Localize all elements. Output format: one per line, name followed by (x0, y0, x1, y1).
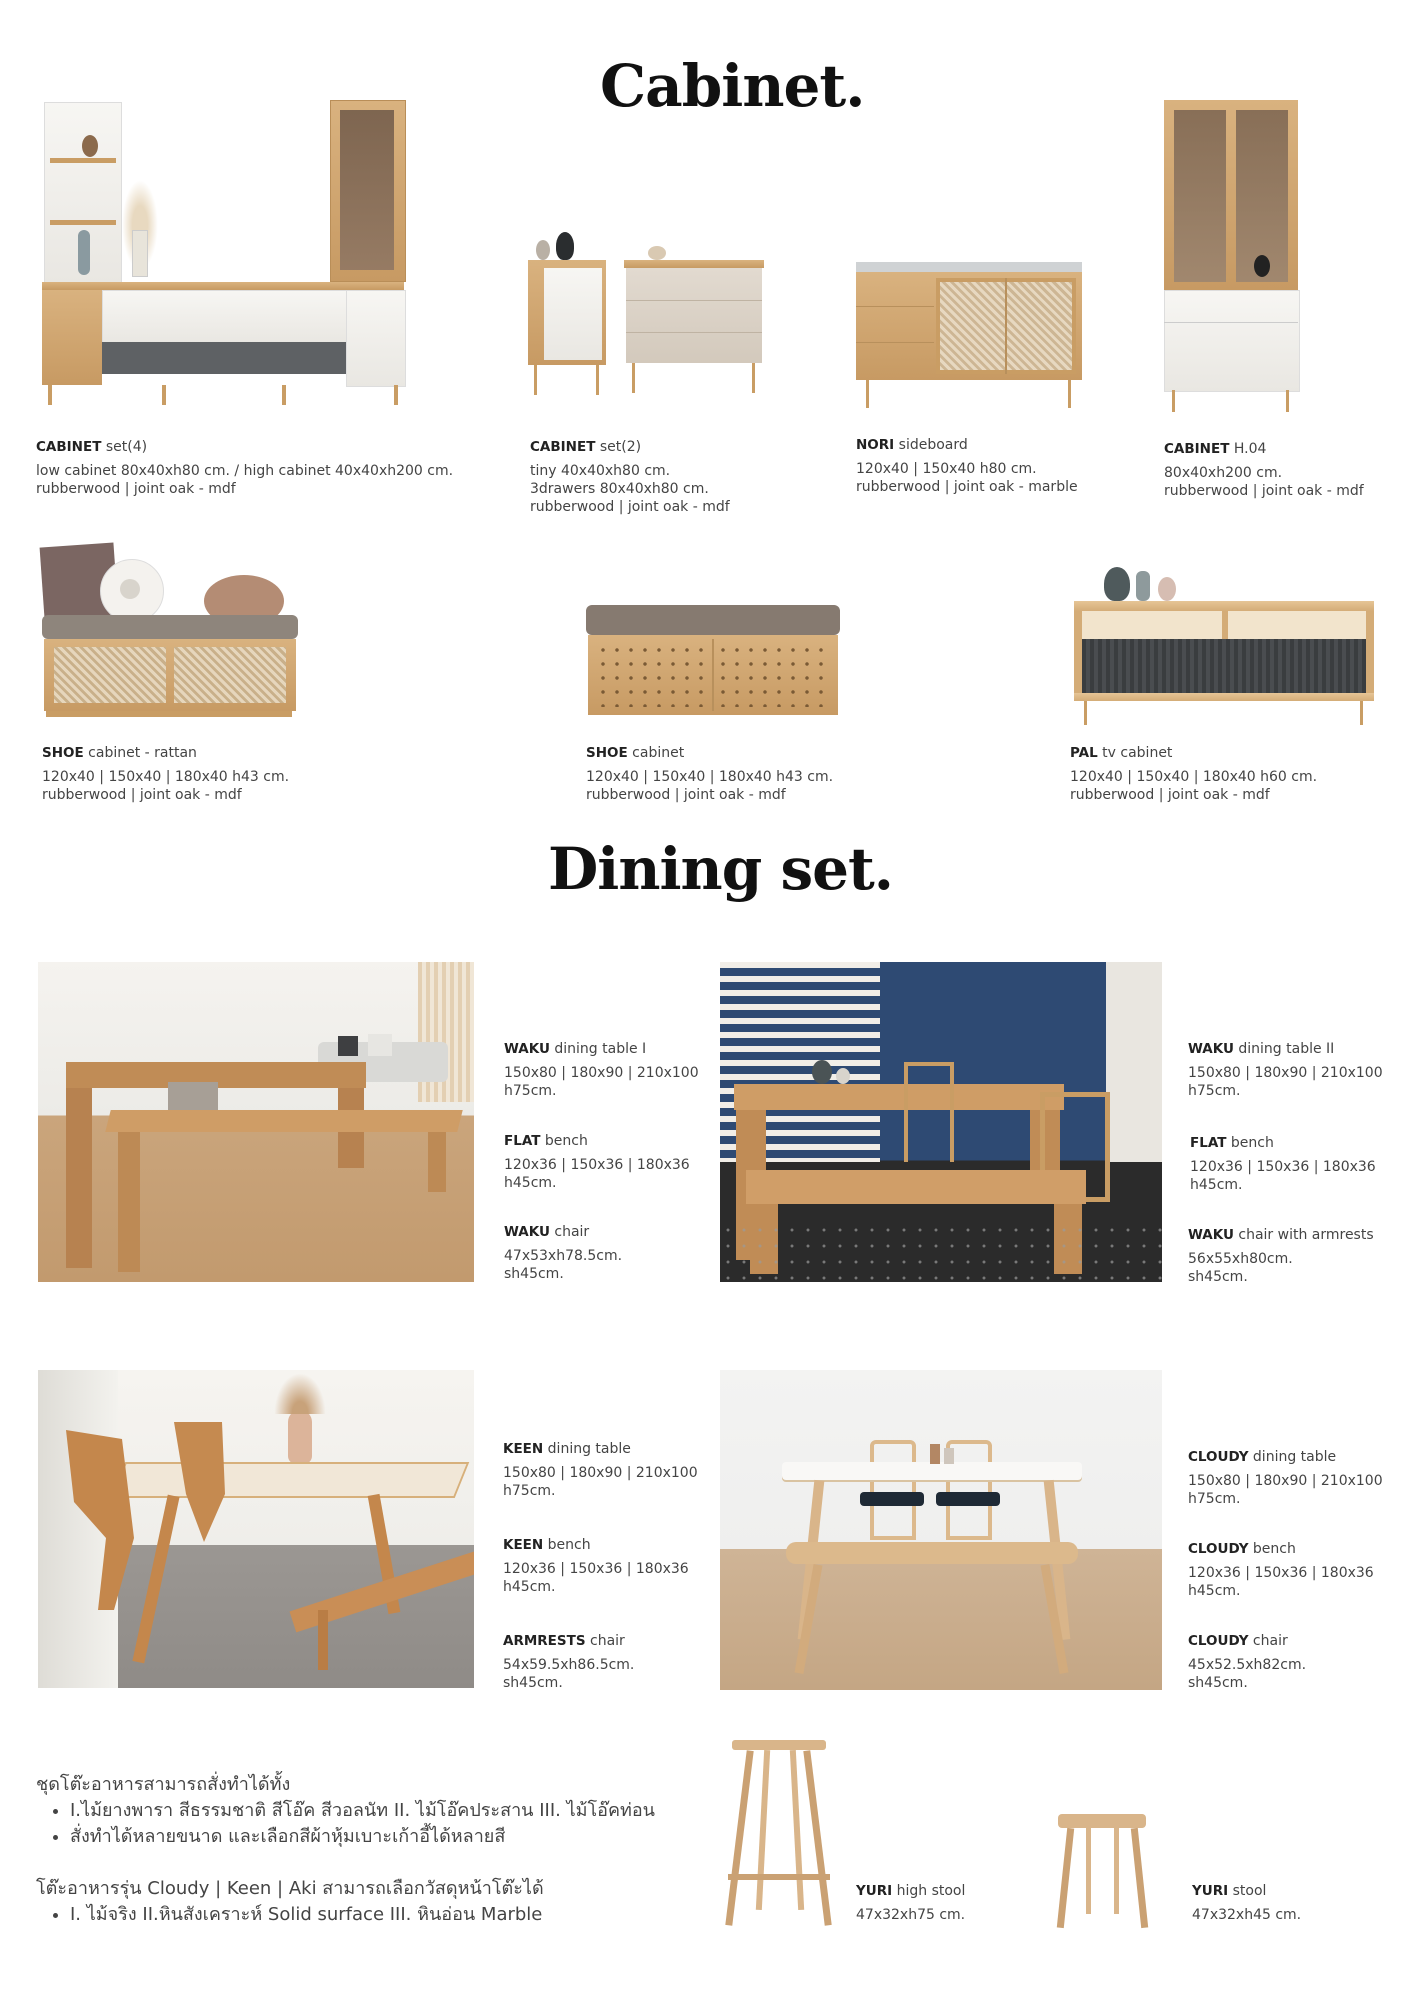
spec-flat-bench-2: FLAT bench 120x36 | 150x36 | 180x36 h45cm. (1190, 1135, 1376, 1193)
notes-para-2: โต๊ะอาหารรุ่น Cloudy | Keen | Aki สามารถเลือกวัสดุหน้าโต๊ะได้ (36, 1878, 544, 1899)
spec-keen-dining-table: KEEN dining table 150x80 | 180x90 | 210x100 h75cm. (503, 1441, 698, 1499)
shoe-cabinet-image (586, 605, 840, 725)
cabinet-set2-image (528, 230, 768, 400)
spec-flat-bench-1: FLAT bench 120x36 | 150x36 | 180x36 h45cm. (504, 1133, 690, 1191)
keen-dining-photo (38, 1370, 474, 1688)
notes-list-1 (36, 1798, 655, 1850)
cabinet-set4-image (42, 100, 412, 405)
spec-pal-tv-cabinet: PAL tv cabinet 120x40 | 150x40 | 180x40 h60 cm. rubberwood | joint oak - mdf (1070, 745, 1318, 803)
shoe-cabinet-rattan-image (42, 545, 302, 725)
spec-keen-bench: KEEN bench 120x36 | 150x36 | 180x36 h45cm. (503, 1537, 689, 1595)
spec-yuri-stool: YURI stool 47x32xh45 cm. (1192, 1883, 1302, 1923)
spec-waku-dining-table-i: WAKU dining table I 150x80 | 180x90 | 210x100 h75cm. (504, 1041, 699, 1099)
spec-waku-chair-armrests: WAKU chair with armrests 56x55xh80cm. sh45cm. (1188, 1227, 1374, 1285)
cloudy-dining-photo (720, 1370, 1162, 1690)
spec-cloudy-bench: CLOUDY bench 120x36 | 150x36 | 180x36 h45cm. (1188, 1541, 1374, 1599)
notes-bullet: • I.ไม้ยางพารา สีธรรมชาติ สีโอ๊ค สีวอลนัท II. ไม้โอ๊คประสาน III. ไม้โอ๊คท่อน (70, 1798, 655, 1824)
spec-shoe-cabinet-rattan: SHOE cabinet - rattan 120x40 | 150x40 | 180x40 h43 cm. rubberwood | joint oak - mdf (42, 745, 290, 803)
notes-para-1: ชุดโต๊ะอาหารสามารถสั่งทำได้ทั้ง (36, 1774, 291, 1795)
spec-cloudy-dining-table: CLOUDY dining table 150x80 | 180x90 | 210x100 h75cm. (1188, 1449, 1383, 1507)
spec-shoe-cabinet: SHOE cabinet 120x40 | 150x40 | 180x40 h43 cm. rubberwood | joint oak - mdf (586, 745, 834, 803)
spec-cloudy-chair: CLOUDY chair 45x52.5xh82cm. sh45cm. (1188, 1633, 1307, 1691)
spec-cabinet-set4: CABINET set(4) low cabinet 80x40xh80 cm. / high cabinet 40x40xh200 cm. rubberwood | joint oak - mdf (36, 439, 454, 497)
nori-sideboard-image (856, 262, 1082, 412)
yuri-high-stool-image (718, 1740, 838, 1930)
notes-bullet: • สั่งทำได้หลายขนาด และเลือกสีผ้าหุ้มเบาะเก้าอี้ได้หลายสี (70, 1824, 655, 1850)
yuri-stool-image (1050, 1814, 1154, 1930)
notes-list-2 (36, 1902, 655, 1928)
pal-tv-cabinet-image (1074, 565, 1374, 730)
spec-yuri-high-stool: YURI high stool 47x32xh75 cm. (856, 1883, 966, 1923)
waku-dining-i-photo (38, 962, 474, 1282)
waku-dining-ii-photo (720, 962, 1162, 1282)
spec-armrests-chair: ARMRESTS chair 54x59.5xh86.5cm. sh45cm. (503, 1633, 635, 1691)
cabinet-h04-image (1164, 100, 1298, 415)
spec-waku-dining-table-ii: WAKU dining table II 150x80 | 180x90 | 210x100 h75cm. (1188, 1041, 1383, 1099)
spec-cabinet-h04: CABINET H.04 80x40xh200 cm. rubberwood | joint oak - mdf (1164, 441, 1364, 499)
spec-waku-chair: WAKU chair 47x53xh78.5cm. sh45cm. (504, 1224, 623, 1282)
cabinet-heading: Cabinet. (600, 52, 865, 120)
spec-nori-sideboard: NORI sideboard 120x40 | 150x40 h80 cm. rubberwood | joint oak - marble (856, 437, 1078, 495)
dining-heading: Dining set. (548, 835, 893, 903)
order-notes (36, 1772, 655, 1928)
spec-cabinet-set2: CABINET set(2) tiny 40x40xh80 cm. 3drawers 80x40xh80 cm. rubberwood | joint oak - mdf (530, 439, 730, 515)
notes-bullet: • I. ไม้จริง II.หินสังเคราะห์ Solid surface III. หินอ่อน Marble (70, 1902, 655, 1928)
